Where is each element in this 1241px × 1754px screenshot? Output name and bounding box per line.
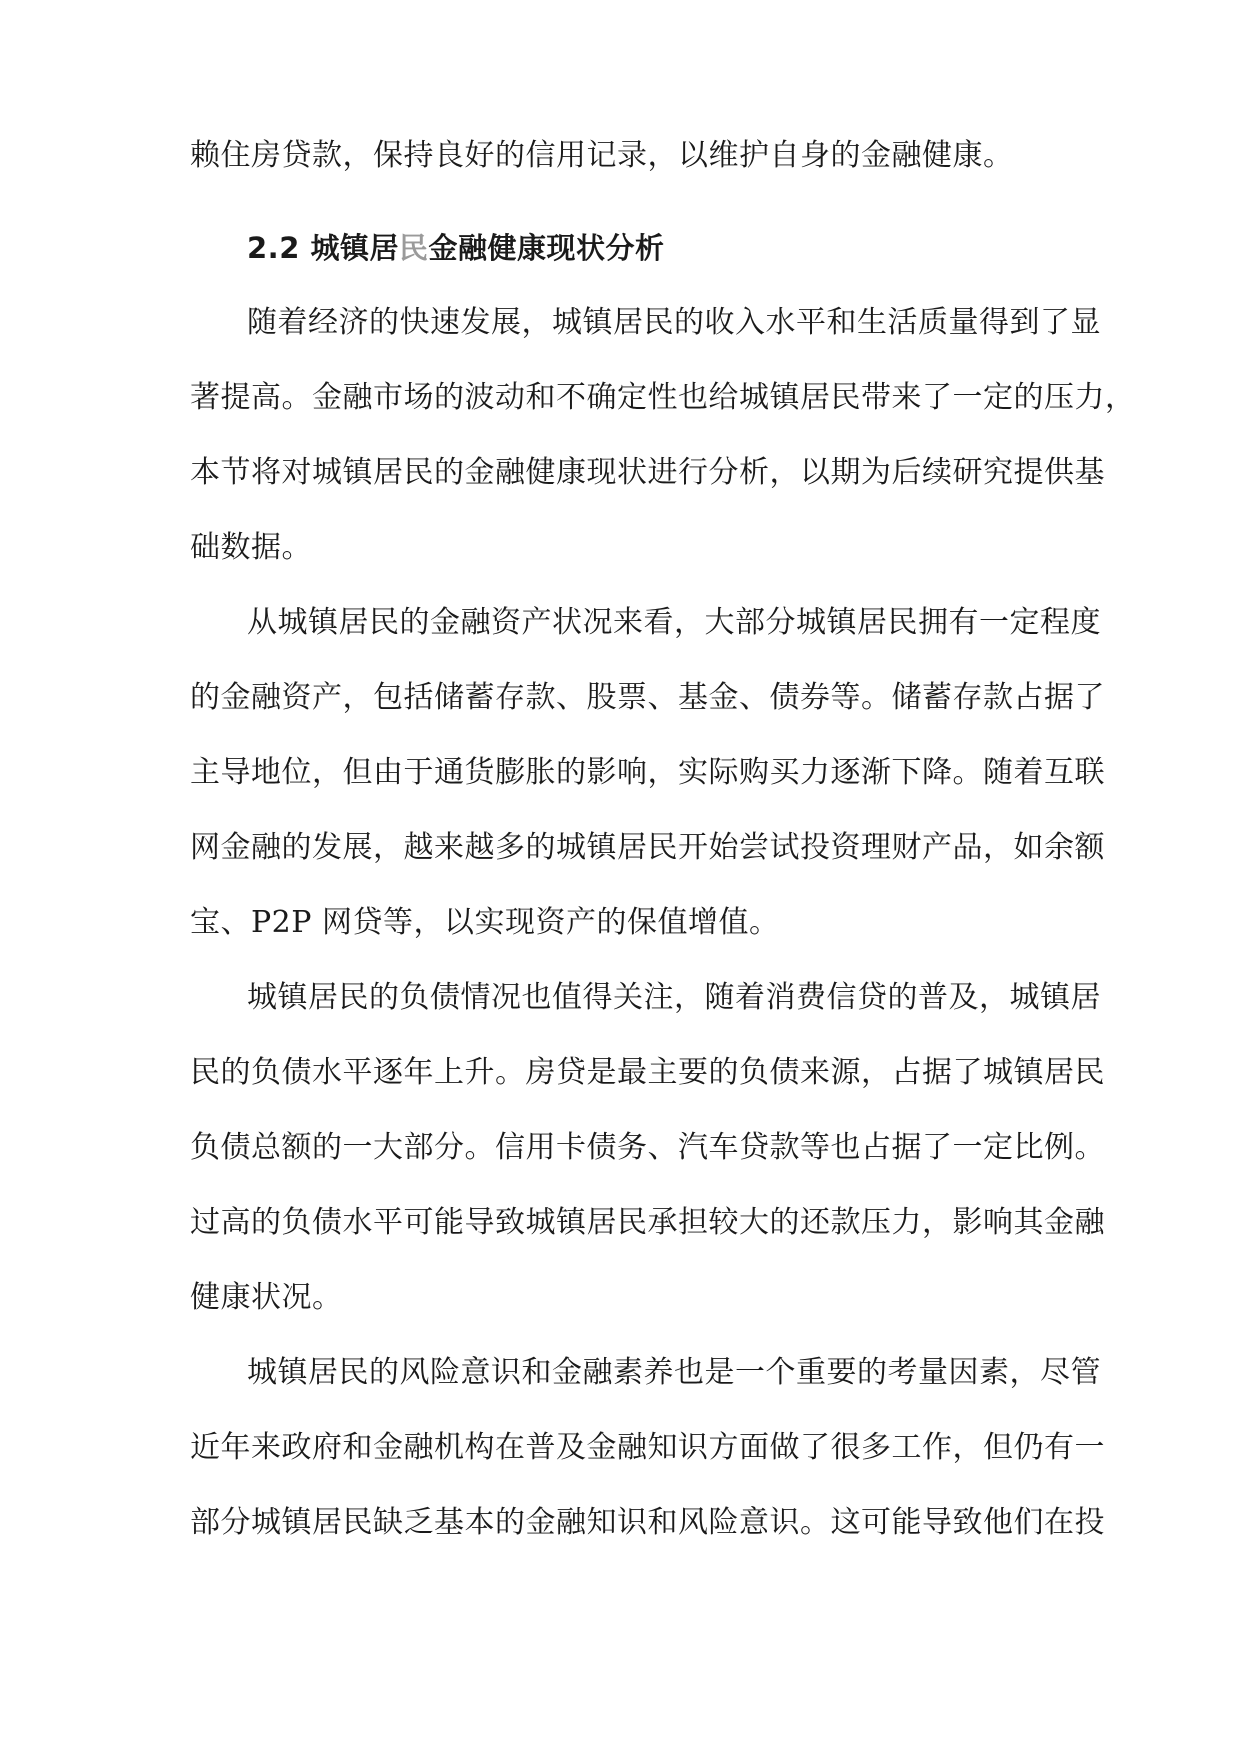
- paragraph-line: 城镇居民的负债情况也值得关注，随着消费信贷的普及，城镇居: [247, 980, 1101, 1015]
- paragraph-line: 过高的负债水平可能导致城镇居民承担较大的还款压力，影响其金融: [190, 1205, 1105, 1240]
- section-heading: [247, 228, 665, 268]
- paragraph-line: 近年来政府和金融机构在普及金融知识方面做了很多工作，但仍有一: [190, 1430, 1105, 1465]
- section-number: 2.2: [247, 231, 300, 265]
- paragraph-line: 宝、P2P 网贷等，以实现资产的保值增值。: [190, 905, 780, 940]
- paragraph-line: 网金融的发展，越来越多的城镇居民开始尝试投资理财产品，如余额: [190, 830, 1105, 865]
- paragraph-line: 民的负债水平逐年上升。房贷是最主要的负债来源，占据了城镇居民: [190, 1055, 1105, 1090]
- paragraph-line: 随着经济的快速发展，城镇居民的收入水平和生活质量得到了显: [247, 305, 1101, 340]
- section-title-part: 金融健康现状分析: [428, 231, 665, 265]
- paragraph-line: 赖住房贷款，保持良好的信用记录，以维护自身的金融健康。: [190, 138, 1014, 173]
- paragraph-line: 部分城镇居民缺乏基本的金融知识和风险意识。这可能导致他们在投: [190, 1505, 1105, 1540]
- paragraph-line: 的金融资产，包括储蓄存款、股票、基金、债券等。储蓄存款占据了: [190, 680, 1105, 715]
- paragraph-line: 础数据。: [190, 530, 312, 565]
- paragraph-line: 著提高。金融市场的波动和不确定性也给城镇居民带来了一定的压力，: [190, 380, 1136, 415]
- paragraph-line: 负债总额的一大部分。信用卡债务、汽车贷款等也占据了一定比例。: [190, 1130, 1105, 1165]
- paragraph-line: 主导地位，但由于通货膨胀的影响，实际购买力逐渐下降。随着互联: [190, 755, 1105, 790]
- paragraph-line: 城镇居民的风险意识和金融素养也是一个重要的考量因素，尽管: [247, 1355, 1101, 1390]
- paragraph-line: 健康状况。: [190, 1280, 343, 1315]
- paragraph-line: 从城镇居民的金融资产状况来看，大部分城镇居民拥有一定程度: [247, 605, 1101, 640]
- section-title-part: 城镇居: [310, 231, 399, 265]
- section-title-highlight: 民: [399, 231, 429, 265]
- paragraph-line: 本节将对城镇居民的金融健康现状进行分析，以期为后续研究提供基: [190, 455, 1105, 490]
